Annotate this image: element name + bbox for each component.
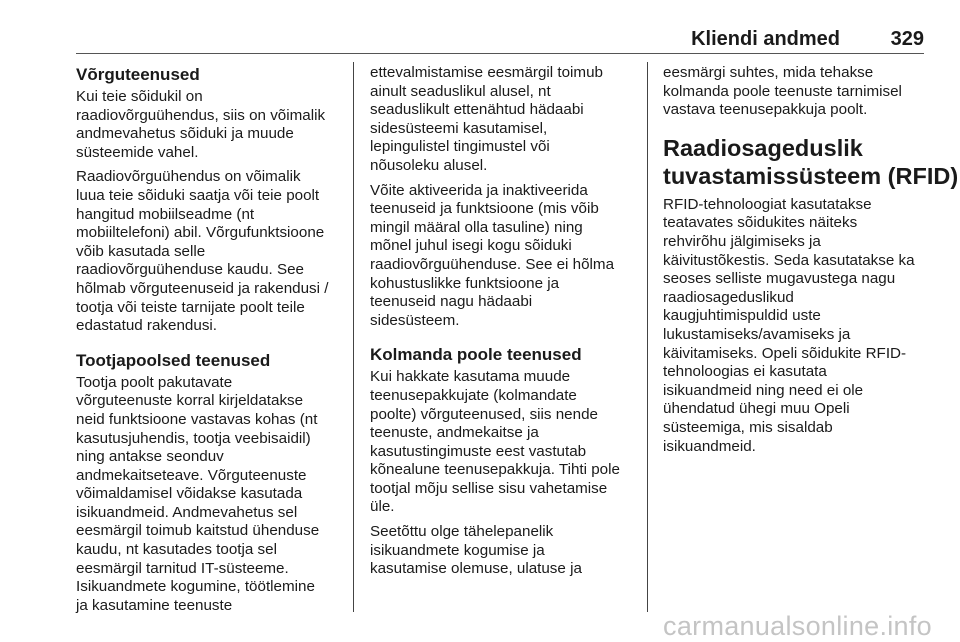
text-line: hangitud mobiilseadme (nt bbox=[76, 205, 255, 223]
text-line: ainult seaduslikul alusel, nt bbox=[370, 82, 551, 100]
paragraph bbox=[76, 168, 348, 335]
text-line: teatavates sõidukites näiteks bbox=[663, 214, 858, 232]
text-line: luua teie sõiduki saatja või teie poolt bbox=[76, 186, 320, 204]
paragraph bbox=[370, 368, 642, 517]
text-line: mingil määral olla tasuline) ning bbox=[370, 218, 583, 236]
text-line: kasutusjuhendis, tootja veebisaidil) bbox=[76, 429, 311, 447]
column-divider-1 bbox=[353, 62, 354, 612]
text-line: lukustamiseks/avamiseks ja bbox=[663, 325, 851, 343]
text-line: käivitamiseks. Opeli sõidukite RFID- bbox=[663, 344, 907, 362]
text-line: kaugjuhtimispuldid uste bbox=[663, 307, 821, 325]
text-line: RFID-tehnoloogiat kasutatakse bbox=[663, 195, 872, 213]
text-line: isikuandmete kogumise ja bbox=[370, 541, 545, 559]
text-line: Raadiovõrguühendus on võimalik bbox=[76, 168, 301, 186]
section-title: Kliendi andmed bbox=[691, 28, 840, 50]
text-line: eesmärgil toimub kaitstud ühenduse bbox=[76, 522, 320, 540]
text-line: rehvirõhu jälgimiseks ja bbox=[663, 232, 821, 250]
text-line: teenuseid nagu hädaabi bbox=[370, 293, 533, 311]
text-line: isikuandmeid ning need ei ole bbox=[663, 381, 864, 399]
text-line: mobiiltelefoni) abil. Võrgufunktsioone bbox=[76, 224, 325, 242]
text-line: Tootja poolt pakutavate bbox=[76, 373, 233, 391]
text-line: võib kasutada selle bbox=[76, 242, 206, 260]
text-line: Kui hakkate kasutama muude bbox=[370, 368, 571, 386]
paragraph bbox=[663, 64, 933, 120]
text-line: eesmärgi suhtes, mida tehakse bbox=[663, 64, 874, 81]
header-divider bbox=[76, 53, 924, 54]
text-line: raadiosageduslikud bbox=[663, 288, 794, 306]
text-line: kohustuslikke funktsioone ja bbox=[370, 274, 560, 292]
text-line: ning antakse seonduv bbox=[76, 448, 224, 466]
paragraph bbox=[663, 196, 933, 456]
watermark: carmanualsonline.info bbox=[663, 611, 932, 641]
text-line: andmevahetus sõiduki ja muude bbox=[76, 125, 294, 143]
text-line: mõnel juhul isegi kogu sõiduki bbox=[370, 237, 572, 255]
text-line: üle. bbox=[370, 498, 395, 516]
text-line: seoses selliste mugavustega nagu bbox=[663, 270, 896, 288]
text-line: kõnealune teenusepakkuja. Tihti pole bbox=[370, 461, 620, 479]
text-line: kaudu, nt kasutades tootja sel bbox=[76, 541, 277, 559]
text-line: eesmärgil tarnitud IT-süsteeme. bbox=[76, 559, 289, 577]
heading-kolmanda-poole-teenused: Kolmanda poole teenused bbox=[370, 345, 582, 365]
text-line: andmekaitseteave. Võrguteenuste bbox=[76, 466, 307, 484]
paragraph bbox=[370, 64, 642, 176]
text-line: tootja või teiste tarnijate poolt teile bbox=[76, 298, 305, 316]
text-line: nõusoleku alusel. bbox=[370, 156, 488, 174]
text-line: võrguteenuste korral kirjeldatakse bbox=[76, 392, 304, 410]
heading-tootjapoolsed-teenused: Tootjapoolsed teenused bbox=[76, 350, 271, 370]
paragraph bbox=[370, 523, 642, 579]
text-line: teenusepakkujate (kolmandate bbox=[370, 386, 577, 404]
text-line: kasutustingimuste eest vastutab bbox=[370, 442, 587, 460]
column-2 bbox=[370, 64, 642, 585]
text-line: vastava teenusepakkuja poolt. bbox=[663, 101, 868, 119]
text-line: teenuste, andmekaitse ja bbox=[370, 424, 539, 442]
column-1 bbox=[76, 64, 348, 621]
text-line: sidesüsteemi kasutamisel, bbox=[370, 119, 548, 137]
text-line: poolte) võrguteenused, siis nende bbox=[370, 405, 598, 423]
text-line: ühendatud ühegi muu Opeli bbox=[663, 400, 850, 418]
text-line: lepingulistel tingimustel või bbox=[370, 138, 550, 156]
text-line: käivitustõkestis. Seda kasutatakse ka bbox=[663, 251, 915, 269]
text-line: raadiovõrguühenduse kaudu. See bbox=[76, 261, 304, 279]
paragraph bbox=[76, 88, 348, 162]
text-line: tuvastamissüsteem (RFID) bbox=[663, 162, 959, 189]
text-line: kolmanda poole teenuste tarnimisel bbox=[663, 82, 902, 100]
text-line: sidesüsteem. bbox=[370, 311, 460, 329]
text-line: kasutamise olemuse, ulatuse ja bbox=[370, 560, 582, 578]
text-line: süsteemide vahel. bbox=[76, 143, 199, 161]
text-line: Seetõttu olge tähelepanelik bbox=[370, 523, 554, 541]
paragraph bbox=[370, 182, 642, 331]
text-line: ja kasutamine teenuste bbox=[76, 596, 233, 614]
text-line: neid funktsioone vastavas kohas (nt bbox=[76, 410, 318, 428]
column-3 bbox=[663, 64, 959, 462]
text-line: raadiovõrguühenduse. See ei hõlma bbox=[370, 255, 615, 273]
text-line: ettevalmistamise eesmärgil toimub bbox=[370, 64, 603, 81]
text-line: isikuandmeid. Andmevahetus sel bbox=[76, 503, 298, 521]
page-number: 329 bbox=[890, 28, 924, 50]
text-line: Kui teie sõidukil on bbox=[76, 88, 203, 105]
text-line: seaduslikult ettenähtud hädaabi bbox=[370, 101, 584, 119]
text-line: teenuseid ja funktsioone (mis võib bbox=[370, 200, 599, 218]
text-line: isikuandmeid. bbox=[663, 437, 756, 455]
text-line: Raadiosageduslik bbox=[663, 134, 863, 161]
column-divider-2 bbox=[647, 62, 648, 612]
page-header bbox=[76, 28, 924, 52]
paragraph bbox=[76, 374, 348, 616]
heading-rfid bbox=[663, 134, 959, 190]
text-line: tootjal mõju sellise sisu vahetamise bbox=[370, 479, 608, 497]
text-line: edastatud rakendusi. bbox=[76, 317, 218, 335]
text-line: võimaldamisel võidakse kasutada bbox=[76, 485, 303, 503]
text-line: hõlmab võrguteenuseid ja rakendusi / bbox=[76, 279, 329, 297]
text-line: Isikuandmete kogumine, töötlemine bbox=[76, 578, 315, 596]
heading-vorguteenused: Võrguteenused bbox=[76, 65, 200, 84]
text-line: süsteemiga, mis sisaldab bbox=[663, 418, 833, 436]
text-line: tehnoloogias ei kasutata bbox=[663, 363, 827, 381]
text-line: Võite aktiveerida ja inaktiveerida bbox=[370, 181, 588, 199]
text-line: raadiovõrguühendus, siis on võimalik bbox=[76, 106, 326, 124]
